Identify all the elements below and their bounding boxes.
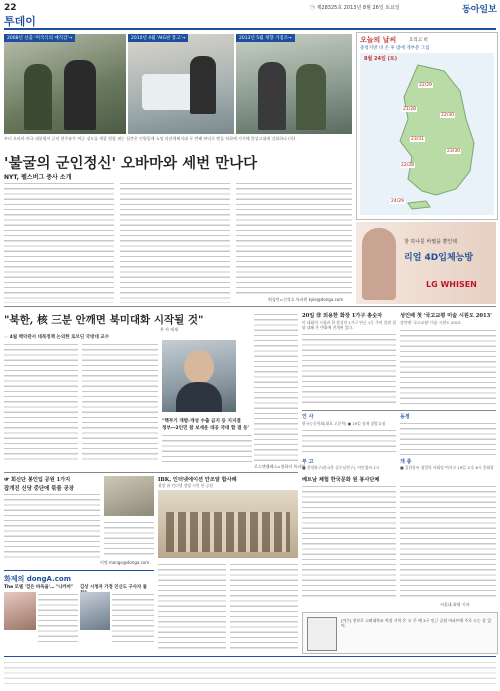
temp-label: 22/29 bbox=[419, 83, 432, 88]
dongacom-rule bbox=[4, 570, 154, 571]
story2-portrait bbox=[162, 340, 236, 412]
soldier-figure bbox=[296, 64, 326, 130]
story6-photo bbox=[158, 490, 298, 558]
story7-col1 bbox=[302, 484, 396, 600]
story3-body: 이 대회의 시청과 한 참살의 1가구 단군 1등 주의 알려 참답 대해 온 변화에 전개된 있다. bbox=[302, 320, 396, 330]
story7-col2 bbox=[400, 484, 496, 600]
weather-title: 오늘의 날씨 bbox=[360, 36, 397, 44]
page-number: 22 bbox=[4, 3, 17, 13]
notice-lines1 bbox=[302, 428, 396, 454]
notice-label: 부 고 bbox=[302, 459, 314, 465]
dongacom-right-title[interactable]: 김상 시청자 가정 인신도 구사자 둘 bbox=[80, 585, 148, 590]
story5-col1 bbox=[4, 492, 100, 558]
story2-col2 bbox=[82, 342, 158, 462]
story6-col2 bbox=[230, 562, 298, 650]
story2-kicker: 본 사 게재 bbox=[160, 327, 178, 332]
story3-lines bbox=[302, 332, 396, 406]
notice-label: 개 종 bbox=[400, 459, 412, 465]
dongacom-left-photo[interactable] bbox=[4, 592, 36, 630]
notice-item: ■ 경향하구(한국총 실무실연구), 이인철씨 2시 bbox=[302, 465, 380, 470]
section-title: 투데이 bbox=[4, 15, 36, 28]
weather-map bbox=[360, 53, 494, 215]
model-figure bbox=[362, 228, 396, 300]
temp-label: 21/28 bbox=[403, 107, 416, 112]
story3-headline: 20일 非 외용한 화장 1가구 총숫자 bbox=[302, 313, 383, 319]
top-story-col3 bbox=[236, 181, 352, 295]
section-divider bbox=[4, 306, 496, 307]
story7-headline: 베트남 체험 한국문화 원 봉사단체 bbox=[302, 477, 380, 483]
top-story-byline: 워싱턴=신석호 특파원 kyle@donga.com bbox=[268, 297, 344, 302]
dongacom-right-photo[interactable] bbox=[80, 592, 110, 630]
story2-col4 bbox=[254, 312, 298, 462]
story6-headline: IBK, 인터넷에이션 안조알 합사례 bbox=[158, 477, 237, 483]
ad-line2: 리얼 4D입체능방 bbox=[404, 253, 474, 263]
page-header bbox=[0, 0, 500, 30]
photo-2008 bbox=[4, 34, 126, 134]
footer-lines bbox=[4, 660, 496, 686]
ad-brand: LG WHISEN bbox=[426, 280, 477, 289]
notice-item: 한국능문학회(대표 오문학) ● 19일 심재 장암요청 bbox=[302, 421, 386, 426]
top-story-col2 bbox=[120, 181, 230, 303]
section-divider bbox=[4, 472, 298, 473]
temp-label: 22/28 bbox=[401, 163, 414, 168]
photo-caption: 부터 오바마 처국 대통령이 군의 현주유주 여군 징도를 계할 원함 제는 심층은 인원밑에 쇼밍 의관계해지대 두 번째 판덕로 엔돌 처하에 가가해 않상고대에 강화하다 (사) bbox=[4, 136, 296, 141]
temp-label: 22/30 bbox=[441, 113, 454, 118]
photo-tag: 2013년 5월 재향 거점조→ bbox=[236, 34, 295, 42]
story6-col1 bbox=[158, 562, 226, 650]
newspaper-brand: 동아일보 bbox=[462, 5, 497, 15]
group-figures bbox=[166, 512, 290, 552]
notice-item: ■ 김한상씨 청업의 사회당 여자고 19일 오후 6시 총회장 bbox=[400, 465, 494, 470]
aircon-ad[interactable] bbox=[356, 222, 496, 304]
top-story-col1 bbox=[4, 181, 114, 303]
temp-label: 24/29 bbox=[391, 199, 404, 204]
photo-2013 bbox=[236, 34, 352, 134]
notice-lines2 bbox=[400, 421, 496, 455]
footer-rule bbox=[4, 656, 496, 657]
top-story-headline: '불굴의 군인정신' 오바마와 세번 만나다 bbox=[4, 155, 258, 172]
story4-lines bbox=[400, 328, 496, 406]
bottom-ad-text: [이수] 전보로 고려대학교 역장 기학 온 오 주 에 2구 인근 공원 아파트에 주로 드는 상 있어. bbox=[341, 618, 491, 629]
weather-date: 8월 24일 (토) bbox=[364, 56, 397, 62]
president-figure bbox=[64, 60, 96, 130]
temp-label: 23/31 bbox=[411, 137, 424, 142]
portrait-face bbox=[184, 350, 214, 384]
notices-rule bbox=[302, 410, 496, 411]
photo-tag: 2008년 선출 '미국식의 매직감'→ bbox=[4, 34, 75, 42]
story5-headline: ☞ 회신단 봉인입 공원 1가지 bbox=[4, 477, 71, 483]
issue-info: ㉠ 제28325호 2013년 8월 26일 토요일 bbox=[310, 5, 400, 11]
story4-body: 성인배 '국고교평' 미술 시원도 2013 bbox=[400, 320, 461, 325]
temp-label: 23/30 bbox=[447, 149, 460, 154]
story5-byline: 이명 mango@donga.com bbox=[100, 560, 150, 565]
story7-byline: 서울대 최형 기자 bbox=[440, 602, 470, 607]
ad-emblem-icon bbox=[307, 617, 337, 651]
weather-subtitle: 흐리고 비 bbox=[409, 38, 428, 43]
president-figure bbox=[190, 56, 216, 114]
story5-col2 bbox=[104, 520, 154, 558]
story6-body: 광장 위 인터넷 경영 시민 한 공원 bbox=[158, 483, 213, 488]
weather-box bbox=[356, 32, 498, 220]
dongacom-left-text bbox=[38, 592, 78, 644]
soldier-figure bbox=[24, 64, 52, 130]
notice-label: 동정 bbox=[400, 414, 410, 420]
notice-label: 인 사 bbox=[302, 414, 314, 420]
portrait-body bbox=[176, 382, 222, 412]
story2-midhead: "핵무기 개발-개성 수출 금지 등 지지결 bbox=[162, 419, 241, 424]
story2-headline: "북한, 核 三분 안깨면 북미대화 시작될 것" bbox=[4, 314, 204, 326]
story2-col3 bbox=[162, 433, 252, 462]
story2-midhead2: 정부―2인민 참 보세운 대공 국대 함 결 등' bbox=[162, 426, 249, 431]
bottom-ad[interactable] bbox=[302, 612, 498, 654]
header-rule bbox=[4, 28, 496, 30]
president-figure bbox=[258, 62, 286, 130]
story2-byline: 로스앤젤레스=정하자 특파원 bbox=[254, 464, 305, 469]
ad-line1: 창 하나를 바꿨을 뿐인데 bbox=[404, 239, 458, 245]
story5-photo bbox=[104, 476, 154, 516]
top-story-kicker: NYT, 펠스버그 중사 소개 bbox=[4, 174, 72, 181]
dongacom-right-text bbox=[112, 592, 154, 644]
dongacom-left-title[interactable]: The 모델 '검은 바둑을'… "나카마" bbox=[4, 585, 74, 590]
weather-legend: 충청지방 비 온 후 밤에 개부분 그침 bbox=[360, 46, 430, 51]
dongacom-title: 화제의 dongA.com bbox=[4, 575, 71, 583]
korea-map-icon bbox=[378, 61, 488, 211]
photo-2010 bbox=[128, 34, 234, 134]
story2-sub: ☞ 4월 백악관서 대북정책 논의한 로브딘 국방대 교수 bbox=[4, 335, 110, 340]
story5-sub: 잡개진 신당 중단에 묶품 공장 bbox=[4, 486, 74, 492]
story2-col1 bbox=[4, 342, 78, 462]
story4-headline: 성인배 첫 '국고교평 미술 시원도 2013' bbox=[400, 313, 492, 319]
photo-tag: 2010년 4월 'AIG판 봉고'→ bbox=[128, 34, 188, 42]
